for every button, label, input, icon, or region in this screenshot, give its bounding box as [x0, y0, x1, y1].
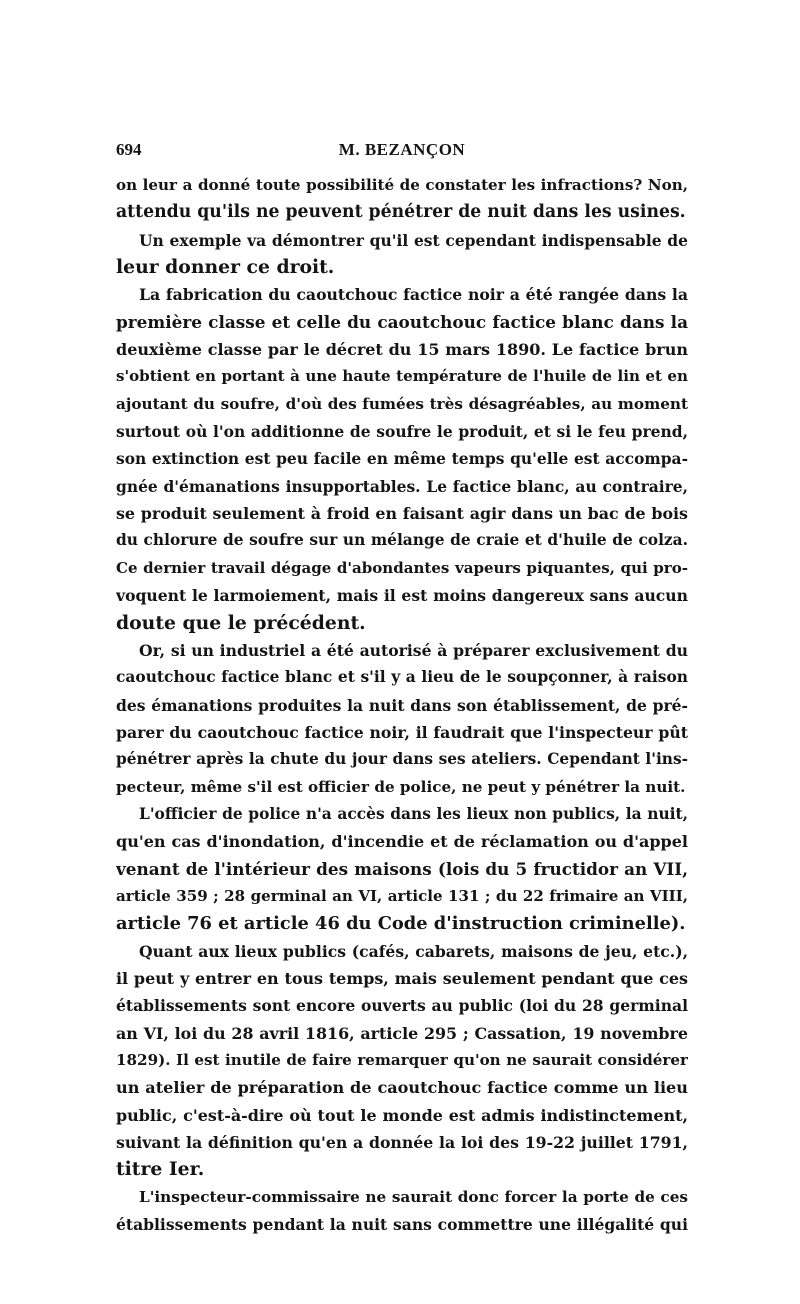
text-line: La fabrication du caoutchouc factice noir a été rangée dans la: [139, 285, 688, 305]
text-line: voquent le larmoiement, mais il est moins dangereux sans aucun: [116, 586, 688, 606]
text-line: L'inspecteur-commissaire ne saurait donc forcer la porte de ces: [139, 1187, 688, 1206]
text-line: on leur a donné toute possibilité de constater les infractions? Non,: [116, 176, 688, 194]
text-line: il peut y entrer en tous temps, mais seulement pendant que ces: [116, 968, 688, 988]
text-line: s'obtient en portant à une haute température de l'huile de lin et en: [116, 367, 688, 386]
body-text: [116, 172, 688, 1238]
text-line: du chlorure de soufre sur un mélange de craie et d'huile de colza.: [116, 531, 688, 550]
text-line: Quant aux lieux publics (cafés, cabarets, maisons de jeu, etc.),: [139, 941, 688, 961]
text-line: public, c'est-à-dire où tout le monde est admis indistinctement,: [116, 1105, 688, 1125]
text-line: Or, si un industriel a été autorisé à préparer exclusivement du: [139, 640, 688, 660]
text-line: surtout où l'on additionne de soufre le produit, et si le feu prend,: [116, 422, 688, 442]
page-header: [116, 140, 688, 164]
text-line: Un exemple va démontrer qu'il est cependant indispensable de: [139, 230, 688, 250]
text-line: première classe et celle du caoutchouc factice blanc dans la: [116, 311, 688, 332]
text-line: deuxième classe par le décret du 15 mars 1890. Le factice brun: [116, 340, 688, 360]
text-line: 1829). Il est inutile de faire remarquer qu'on ne saurait considérer: [116, 1051, 688, 1069]
text-line: gnée d'émanations insupportables. Le factice blanc, au contraire,: [116, 476, 688, 496]
text-line: se produit seulement à froid en faisant agir dans un bac de bois: [116, 504, 688, 524]
text-line: établissements pendant la nuit sans commettre une illégalité qui: [116, 1215, 688, 1235]
text-line: pecteur, même s'il est officier de police, ne peut y pénétrer la nuit.: [116, 777, 686, 796]
text-line: an VI, loi du 28 avril 1816, article 295 ; Cassation, 19 novembre: [116, 1023, 688, 1043]
text-line: pénétrer après la chute du jour dans ses ateliers. Cependant l'ins-: [116, 750, 688, 769]
text-line: qu'en cas d'inondation, d'incendie et de réclamation ou d'appel: [116, 832, 688, 852]
page-number: 694: [116, 140, 142, 159]
text-line: son extinction est peu facile en même temps qu'elle est accompa-: [116, 449, 688, 469]
text-line: des émanations produites la nuit dans son établissement, de pré-: [116, 695, 688, 715]
text-line: doute que le précédent.: [116, 611, 366, 634]
text-line: article 359 ; 28 germinal an VI, article 131 ; du 22 frimaire an VIII,: [116, 886, 688, 905]
text-line: un atelier de préparation de caoutchouc factice comme un lieu: [116, 1078, 688, 1098]
text-line: titre Ier.: [116, 1158, 205, 1181]
text-line: leur donner ce droit.: [116, 256, 335, 279]
text-line: L'officier de police n'a accès dans les lieux non publics, la nuit,: [139, 804, 688, 823]
text-line: suivant la définition qu'en a donnée la loi des 19-22 juillet 1791,: [116, 1133, 688, 1153]
text-line: caoutchouc factice blanc et s'il y a lieu de le soupçonner, à raison: [116, 668, 688, 687]
text-line: article 76 et article 46 du Code d'instruction criminelle).: [116, 913, 686, 935]
text-line: établissements sont encore ouverts au public (loi du 28 germinal: [116, 996, 688, 1016]
text-line: attendu qu'ils ne peuvent pénétrer de nuit dans les usines.: [116, 202, 686, 223]
running-title: M. BEZANÇON: [338, 140, 466, 159]
text-line: ajoutant du soufre, d'où des fumées très désagréables, au moment: [116, 394, 688, 413]
text-line: Ce dernier travail dégage d'abondantes vapeurs piquantes, qui pro-: [116, 558, 688, 577]
text-line: venant de l'intérieur des maisons (lois du 5 fructidor an VII,: [116, 858, 688, 879]
text-line: parer du caoutchouc factice noir, il faudrait que l'inspecteur pût: [116, 722, 688, 742]
